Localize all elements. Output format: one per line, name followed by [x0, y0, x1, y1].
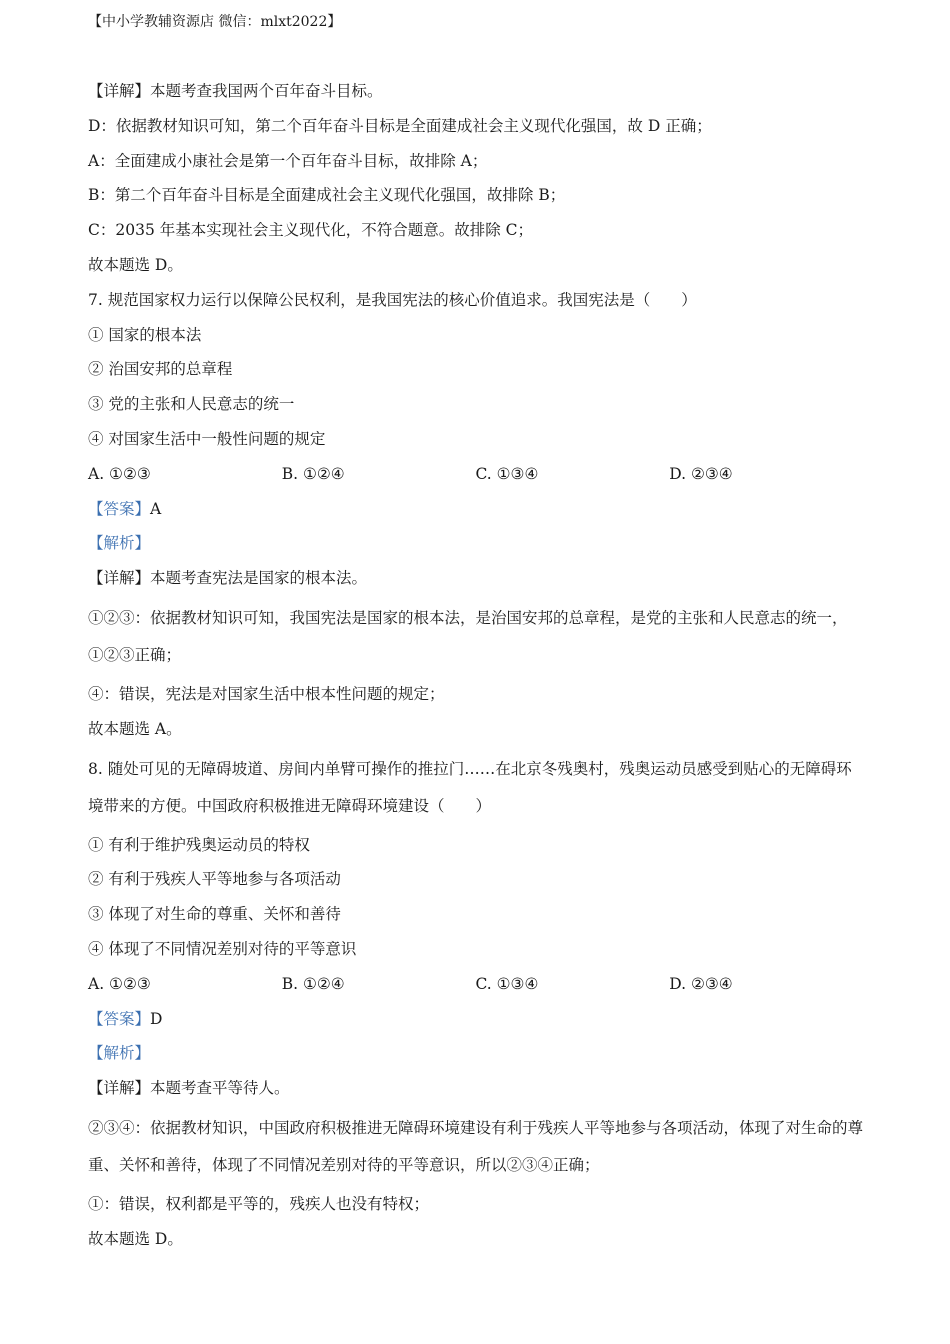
q8-answer-label: 【答案】 [88, 1009, 151, 1028]
q7-conclusion: 故本题选 A。 [88, 719, 182, 738]
q6-detail: 【详解】本题考查我国两个百年奋斗目标。 [88, 82, 383, 100]
q8-analysis-line: ①：错误，权利都是平等的，残疾人也没有特权； [88, 1194, 430, 1213]
q7-option-d: D. ②③④ [669, 464, 733, 483]
q8-item: ② 有利于残疾人平等地参与各项活动 [88, 870, 341, 889]
q8-item: ③ 体现了对生命的尊重、关怀和善待 [88, 905, 341, 924]
q7-option-a: A. ①②③ [88, 464, 151, 483]
q7-analysis-line: ④：错误，宪法是对国家生活中根本性问题的规定； [88, 684, 445, 703]
q7-item: ② 治国安邦的总章程 [88, 360, 233, 379]
q7-analysis-label: 【解析】 [88, 534, 151, 553]
q8-explanation: ②③④：依据教材知识，中国政府积极推进无障碍环境建设有利于残疾人平等地参与各项活动，体现了对生命的尊重、关怀和善待，体现了不同情况差别对待的平等意识，所以②③④正确； [88, 1118, 864, 1174]
q8-stem: 8. 随处可见的无障碍坡道、房间内单臂可操作的推拉门……在北京冬残奥村，残奥运动员感受到贴心的无障碍环境带来的方便。中国政府积极推进无障碍环境建设（ ） [88, 759, 852, 815]
q6-analysis-line: B：第二个百年奋斗目标是全面建成社会主义现代化强国，故排除 B； [88, 186, 566, 205]
q6-analysis-line: C：2035 年基本实现社会主义现代化，不符合题意。故排除 C； [88, 221, 534, 240]
q6-analysis-line: D：依据教材知识可知，第二个百年奋斗目标是全面建成社会主义现代化强国，故 D 正确； [88, 116, 712, 135]
q7-option-b: B. ①②④ [281, 464, 345, 483]
q8-analysis-label: 【解析】 [88, 1044, 151, 1063]
q7-stem: 7. 规范国家权力运行以保障公民权利，是我国宪法的核心价值追求。我国宪法是（ ） [88, 290, 697, 309]
q7-item: ④ 对国家生活中一般性问题的规定 [88, 429, 326, 448]
q8-option-a: A. ①②③ [88, 974, 151, 993]
q8-answer [88, 1006, 863, 1041]
q7-item: ③ 党的主张和人民意志的统一 [88, 395, 295, 414]
q7-answer-label: 【答案】 [88, 499, 151, 518]
q7-answer [88, 496, 863, 531]
q7-item: ① 国家的根本法 [88, 325, 202, 344]
q8-option-b: B. ①②④ [281, 974, 345, 993]
q8-conclusion: 故本题选 D。 [88, 1229, 183, 1248]
q7-detail: 【详解】本题考查宪法是国家的根本法。 [88, 569, 368, 588]
q7-options [88, 461, 863, 496]
q6-conclusion: 故本题选 D。 [88, 255, 183, 274]
q7-answer-value: A [150, 499, 162, 518]
q8-detail: 【详解】本题考查平等待人。 [88, 1079, 290, 1098]
document-content [88, 78, 863, 1261]
q7-option-c: C. ①③④ [475, 464, 539, 483]
q8-item: ① 有利于维护残奥运动员的特权 [88, 835, 310, 854]
page-header: 【中小学教辅资源店 微信：mlxt2022】 [88, 14, 342, 30]
q8-option-c: C. ①③④ [475, 974, 539, 993]
q8-answer-value: D [150, 1009, 163, 1028]
q8-item: ④ 体现了不同情况差别对待的平等意识 [88, 939, 357, 958]
q7-explanation: ①②③：依据教材知识可知，我国宪法是国家的根本法，是治国安邦的总章程，是党的主张和人民意志的统一，①②③正确； [88, 608, 848, 664]
q6-analysis-line: A：全面建成小康社会是第一个百年奋斗目标，故排除 A； [88, 151, 488, 170]
q8-options [88, 971, 863, 1006]
q8-option-d: D. ②③④ [669, 974, 733, 993]
